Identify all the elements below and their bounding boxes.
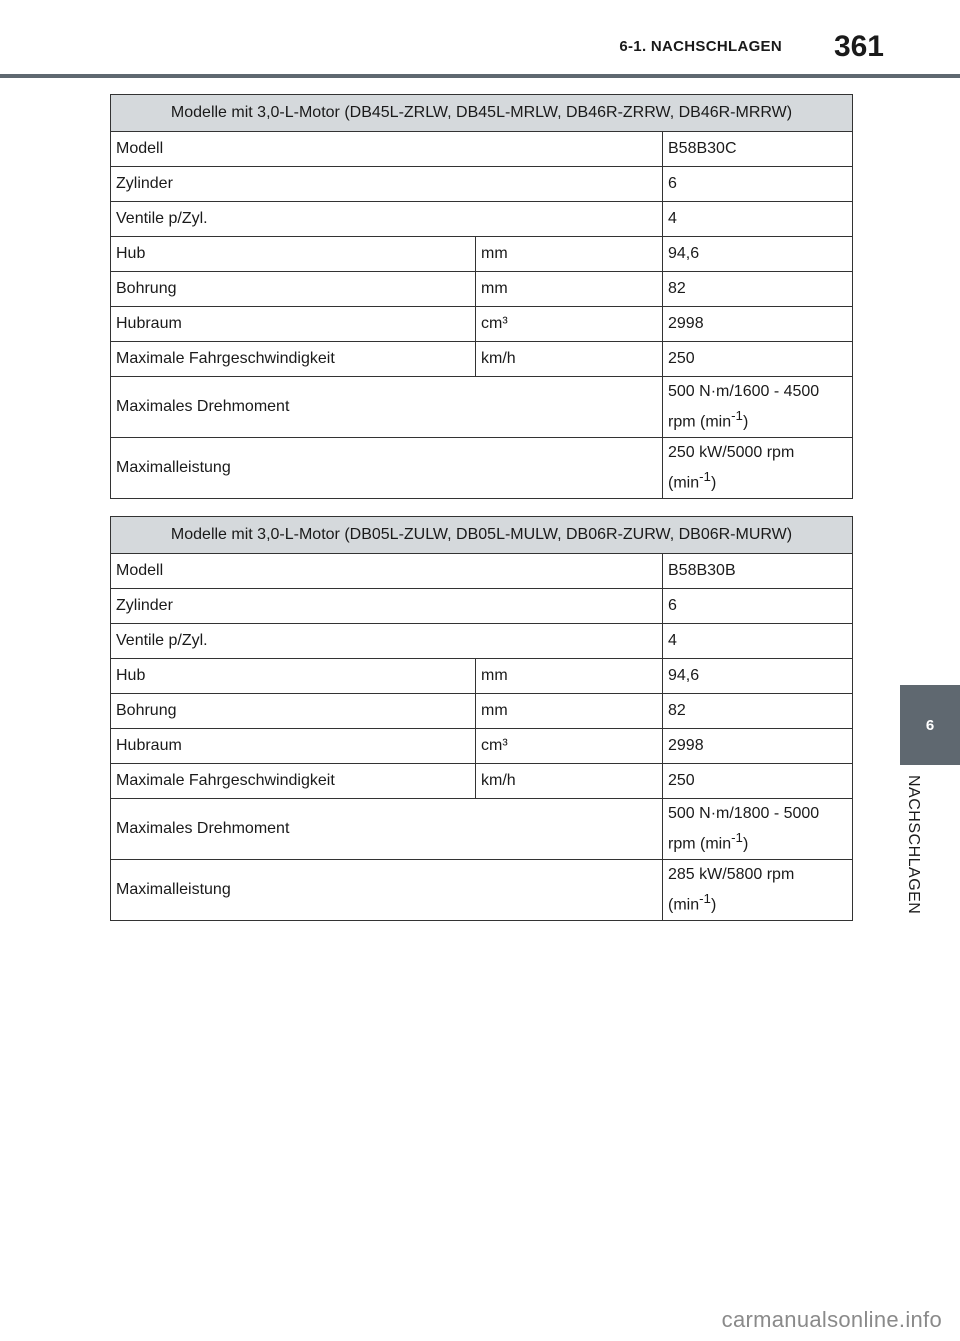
value-close: ) xyxy=(710,896,717,914)
table-row xyxy=(111,729,853,764)
row-label: Bohrung xyxy=(111,694,476,729)
table-row xyxy=(111,624,853,659)
engine-spec-table-1 xyxy=(110,94,853,499)
chapter-side-label: NACHSCHLAGEN xyxy=(905,775,922,915)
value-line-1: 500 N·m/1800 - 5000 xyxy=(668,804,820,822)
page-number: 361 xyxy=(833,30,884,63)
value-close: ) xyxy=(742,413,749,431)
value-superscript: -1 xyxy=(699,468,711,484)
row-unit: mm xyxy=(476,237,663,272)
table-row xyxy=(111,237,853,272)
row-label: Maximale Fahrgeschwindigkeit xyxy=(111,342,476,377)
row-unit: km/h xyxy=(476,764,663,799)
row-label: Maximalleistung xyxy=(111,438,663,499)
value-superscript: -1 xyxy=(699,890,711,906)
row-value: 6 xyxy=(663,589,853,624)
row-label: Modell xyxy=(111,554,663,589)
row-unit: cm³ xyxy=(476,729,663,764)
row-unit: cm³ xyxy=(476,307,663,342)
value-line-1: 250 kW/5000 rpm xyxy=(668,443,795,461)
table-row xyxy=(111,132,853,167)
value-superscript: -1 xyxy=(731,407,743,423)
row-value: 2998 xyxy=(663,729,853,764)
row-value xyxy=(663,860,853,921)
row-label: Hubraum xyxy=(111,307,476,342)
row-value: 94,6 xyxy=(663,659,853,694)
row-label: Maximales Drehmoment xyxy=(111,799,663,860)
table-caption: Modelle mit 3,0-L-Motor (DB05L-ZULW, DB05L-MULW, DB06R-ZURW, DB06R-MURW) xyxy=(111,517,853,554)
table-row xyxy=(111,860,853,921)
value-line-2: rpm (min xyxy=(668,413,732,431)
value-close: ) xyxy=(710,474,717,492)
row-label: Hub xyxy=(111,659,476,694)
row-label: Ventile p/Zyl. xyxy=(111,624,663,659)
row-value xyxy=(663,377,853,438)
value-line-2: (min xyxy=(668,896,700,914)
row-label: Hubraum xyxy=(111,729,476,764)
row-value: 94,6 xyxy=(663,237,853,272)
value-line-1: 500 N·m/1600 - 4500 xyxy=(668,382,820,400)
table-row xyxy=(111,307,853,342)
chapter-tab-number: 6 xyxy=(925,716,935,734)
row-value: 250 xyxy=(663,342,853,377)
section-title: 6-1. NACHSCHLAGEN xyxy=(619,38,782,55)
row-label: Maximalleistung xyxy=(111,860,663,921)
table-caption-row xyxy=(111,95,853,132)
row-value: 2998 xyxy=(663,307,853,342)
row-label: Zylinder xyxy=(111,167,663,202)
row-value: 82 xyxy=(663,694,853,729)
row-label: Hub xyxy=(111,237,476,272)
row-unit: mm xyxy=(476,659,663,694)
table-row xyxy=(111,589,853,624)
engine-spec-table-2 xyxy=(110,516,853,921)
value-line-2: rpm (min xyxy=(668,835,732,853)
row-value xyxy=(663,799,853,860)
row-label: Bohrung xyxy=(111,272,476,307)
table-row xyxy=(111,342,853,377)
row-value: 250 xyxy=(663,764,853,799)
row-unit: mm xyxy=(476,272,663,307)
row-label: Maximales Drehmoment xyxy=(111,377,663,438)
table-row xyxy=(111,202,853,237)
row-value: 4 xyxy=(663,624,853,659)
table-row xyxy=(111,659,853,694)
header-divider xyxy=(0,74,960,78)
value-superscript: -1 xyxy=(731,829,743,845)
row-label: Modell xyxy=(111,132,663,167)
row-value: 4 xyxy=(663,202,853,237)
row-label: Maximale Fahrgeschwindigkeit xyxy=(111,764,476,799)
row-value: 82 xyxy=(663,272,853,307)
table-row xyxy=(111,438,853,499)
table-caption: Modelle mit 3,0-L-Motor (DB45L-ZRLW, DB45L-MRLW, DB46R-ZRRW, DB46R-MRRW) xyxy=(111,95,853,132)
chapter-tab xyxy=(900,685,960,765)
row-value: 6 xyxy=(663,167,853,202)
table-row xyxy=(111,167,853,202)
value-line-1: 285 kW/5800 rpm xyxy=(668,865,795,883)
table-row xyxy=(111,694,853,729)
value-line-2: (min xyxy=(668,474,700,492)
table-row xyxy=(111,377,853,438)
row-value xyxy=(663,438,853,499)
table-row xyxy=(111,554,853,589)
row-unit: km/h xyxy=(476,342,663,377)
table-row xyxy=(111,272,853,307)
table-row xyxy=(111,799,853,860)
table-caption-row xyxy=(111,517,853,554)
watermark: carmanualsonline.info xyxy=(721,1307,942,1332)
row-label: Zylinder xyxy=(111,589,663,624)
table-row xyxy=(111,764,853,799)
row-value: B58B30C xyxy=(663,132,853,167)
value-close: ) xyxy=(742,835,749,853)
row-label: Ventile p/Zyl. xyxy=(111,202,663,237)
row-value: B58B30B xyxy=(663,554,853,589)
row-unit: mm xyxy=(476,694,663,729)
